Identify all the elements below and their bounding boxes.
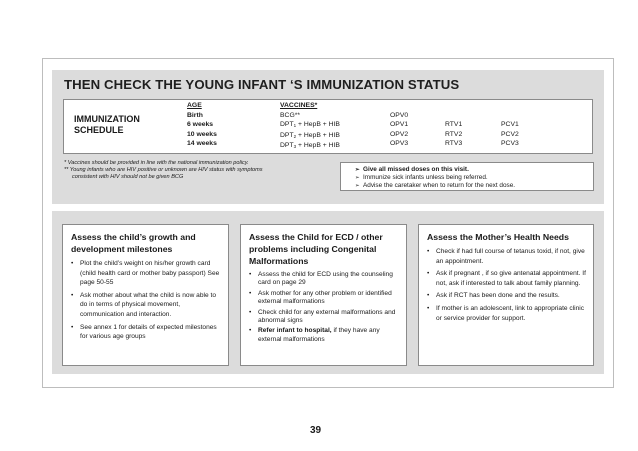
dose-number: 1 (293, 123, 297, 129)
refer-emphasis: Refer infant to hospital, (258, 327, 332, 335)
vaccine-name: DPT (280, 142, 294, 150)
bullet-icon: • (71, 260, 74, 267)
mother-health-card (418, 224, 594, 366)
missed-doses-box (340, 162, 594, 191)
vaccine-name: DPT (280, 131, 294, 139)
page-number: 39 (310, 425, 322, 436)
arrow-bullet-icon: ➢ (355, 183, 360, 189)
pcv-cell: PCV1 (501, 121, 519, 129)
vaccine-cell (280, 141, 340, 152)
footnote-2: ** Young infants who are HIV positive or unknown are HIV status with symptoms (64, 167, 263, 174)
bullet-icon: • (249, 327, 252, 335)
immunization-schedule-box (63, 99, 593, 154)
list-item (71, 323, 221, 342)
age-column (187, 101, 217, 149)
list-item-text: Assess the child for ECD using the counseling card on page 29 (258, 271, 393, 287)
list-item (427, 304, 586, 323)
bullet-icon: • (249, 289, 252, 297)
mother-list (427, 247, 586, 323)
schedule-label-line1: IMMUNIZATION (74, 114, 140, 124)
pcv-cell: PCV3 (501, 140, 519, 148)
schedule-label (74, 114, 164, 136)
age-cell: 14 weeks (187, 140, 217, 148)
vaccine-name: BCG** (280, 111, 301, 119)
bullet-icon: • (427, 270, 430, 278)
pcv-cell: PCV2 (501, 130, 519, 138)
bullet-icon: • (71, 291, 74, 299)
bullet-icon: • (71, 323, 74, 331)
bullet-icon: • (249, 308, 252, 316)
vaccine-cell (280, 120, 340, 131)
list-item (249, 309, 399, 326)
footnotes (64, 160, 304, 182)
list-item (427, 247, 586, 266)
growth-list (71, 259, 221, 342)
age-header: AGE (187, 102, 202, 109)
list-item (249, 290, 399, 307)
missed-doses-text: Immunize sick infants unless being referred. (363, 174, 488, 181)
opv-column (390, 101, 408, 149)
vaccine-combo: + HepB + HIB (296, 131, 340, 139)
ecd-card (240, 224, 407, 366)
missed-doses-text: Advise the caretaker when to return for the next dose. (363, 182, 516, 189)
opv-cell: OPV2 (390, 130, 409, 138)
vaccine-cell (280, 131, 340, 142)
list-item-text: Plot the child’s weight on his/her growth card (child health card or mother baby passport) See page 50-55 (80, 260, 220, 287)
opv-cell: OPV1 (390, 121, 409, 129)
age-cell: Birth (187, 111, 203, 119)
bullet-icon: • (427, 304, 430, 312)
list-item-text: Ask if RCT has been done and the results. (436, 292, 560, 300)
ecd-list (249, 271, 399, 344)
missed-doses-text: Give all missed doses on this visit. (363, 166, 469, 173)
ecd-card-title: Assess the Child for ECD / other problems including Congenital Malformations (249, 232, 383, 266)
bullet-icon: • (249, 271, 252, 278)
rtv-cell: RTV1 (445, 121, 463, 129)
list-item (427, 269, 586, 288)
opv-cell: OPV0 (390, 111, 409, 119)
footnote-2-cont: consistent with HIV should not be given BCG (72, 174, 184, 181)
bullet-icon: • (427, 248, 430, 255)
immunization-section (52, 70, 604, 204)
missed-doses-item (355, 182, 593, 190)
vaccine-combo: + HepB + HIB (296, 121, 340, 129)
rtv-column (445, 101, 462, 149)
arrow-bullet-icon: ➢ (355, 167, 360, 173)
list-item-text: Ask mother for any other problem or identified external malformations (258, 289, 392, 306)
list-item (249, 327, 399, 344)
footnote-1: * Vaccines should be provided in line with the national immunization policy. (64, 160, 249, 166)
rtv-cell: RTV2 (445, 130, 463, 138)
list-item-text: If mother is an adolescent, link to appropriate clinic or service provider for support. (436, 304, 585, 322)
list-item-text: Check child for any external malformations and abnormal signs (258, 308, 396, 325)
dose-number: 2 (293, 133, 297, 139)
growth-card-title: Assess the child’s growth and development milestones (71, 232, 196, 254)
dose-number: 3 (293, 144, 297, 150)
list-item (71, 291, 221, 320)
page-frame (42, 58, 614, 388)
list-item (249, 271, 399, 288)
vaccine-cell (280, 111, 340, 121)
missed-doses-item (355, 166, 593, 174)
section-title: THEN CHECK THE YOUNG INFANT ‘S IMMUNIZATION STATUS (64, 77, 460, 92)
age-cell: 10 weeks (187, 130, 217, 138)
opv-cell: OPV3 (390, 140, 409, 148)
vaccines-header: VACCINES* (280, 102, 318, 109)
schedule-label-line2: SCHEDULE (74, 125, 124, 135)
mother-card-title: Assess the Mother’s Health Needs (427, 232, 569, 242)
arrow-bullet-icon: ➢ (355, 175, 360, 181)
list-item-text: See annex 1 for details of expected milestones for various age groups (80, 323, 217, 341)
vaccine-name: DPT (280, 121, 294, 129)
growth-card (62, 224, 229, 366)
assessment-section (52, 211, 604, 374)
vaccines-column (280, 101, 340, 152)
list-item-text: Ask mother about what the child is now able to do in terms of physical movement, communication and interaction. (80, 291, 216, 318)
vaccine-combo: + HepB + HIB (296, 142, 340, 150)
list-item-text: Check if had full course of tetanus toxid, if not, give an appointment. (436, 248, 585, 265)
list-item-text: if they have any external malformations (258, 327, 380, 343)
rtv-cell: RTV3 (445, 140, 463, 148)
pcv-column (501, 101, 519, 149)
list-item (71, 259, 221, 288)
missed-doses-item (355, 174, 593, 182)
list-item (427, 291, 586, 301)
bullet-icon: • (427, 292, 430, 300)
list-item-text: Ask if pregnant , if so give antenatal appointment. If not, ask if interested to talk about family planning. (436, 270, 586, 287)
age-cell: 6 weeks (187, 121, 214, 129)
